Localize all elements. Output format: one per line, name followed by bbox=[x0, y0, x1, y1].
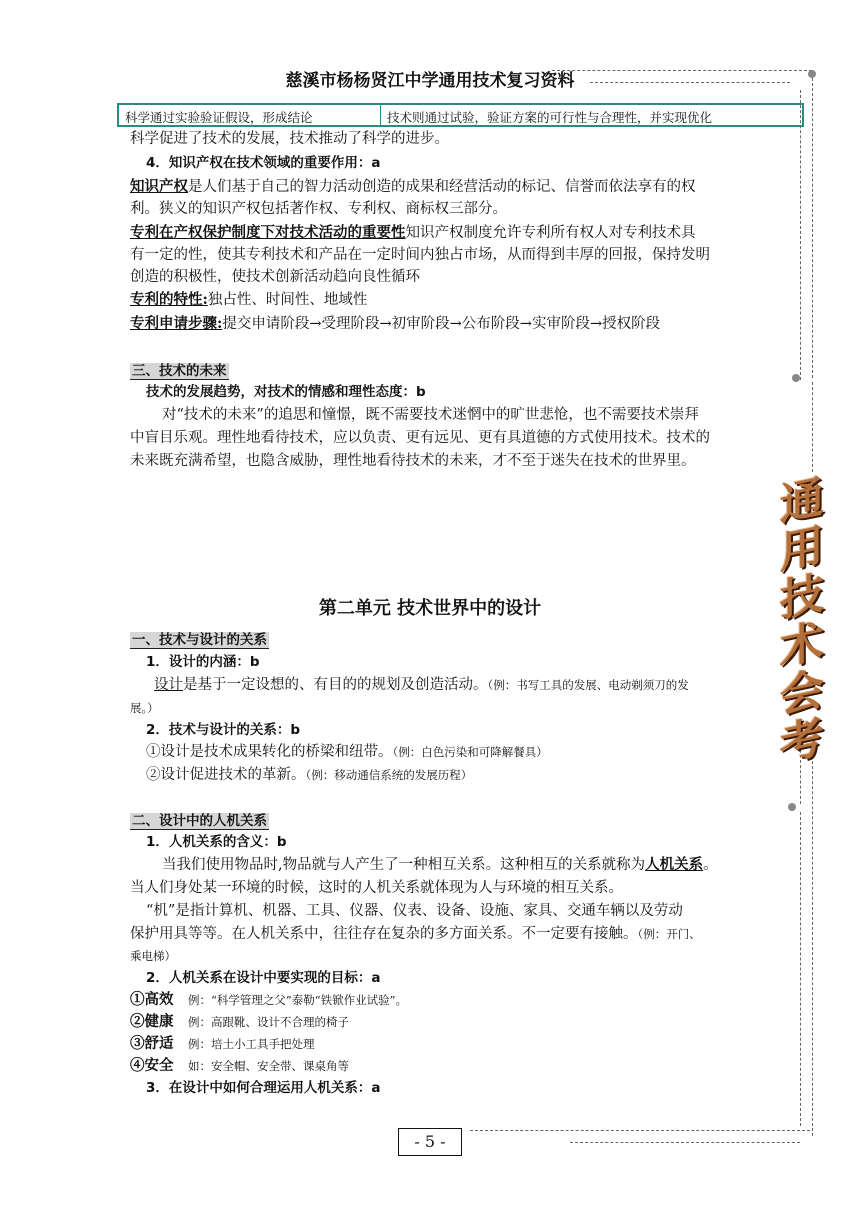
science-technology-line: 科学促进了技术的发展，技术推动了科学的进步。 bbox=[130, 131, 449, 147]
goal-item bbox=[130, 989, 730, 1011]
apply-def: 提交申请阶段→受理阶段→初审阶段→公布阶段→实审阶段→授权阶段 bbox=[222, 316, 661, 332]
hm-paragraph-line-4 bbox=[130, 923, 730, 945]
section-human-machine bbox=[130, 809, 269, 829]
goal-item bbox=[130, 1033, 730, 1055]
patent-line-1 bbox=[130, 222, 730, 244]
patent-line-3: 创造的积极性，使技术创新活动趋向良性循环 bbox=[130, 269, 420, 285]
design-example: （例：书写工具的发展、电动剃须刀的发 bbox=[487, 678, 689, 692]
section-tech-design-label: 一、技术与设计的关系 bbox=[132, 632, 267, 648]
design-def: 是基于一定设想的、有目的的规划及创造活动。 bbox=[183, 677, 488, 693]
table-cell-science: 科学通过实验验证假设，形成结论 bbox=[119, 105, 381, 125]
apply-term: 专利申请步骤: bbox=[130, 315, 223, 332]
goal-label: ③舒适 bbox=[130, 1035, 174, 1052]
side-banner-vertical-title bbox=[768, 471, 836, 772]
goal-item bbox=[130, 1055, 730, 1077]
ip-def-text: 是人们基于自己的智力活动创造的成果和经营活动的标记、信誉而依法享有的权 bbox=[188, 179, 696, 195]
hm-term: 人机关系 bbox=[645, 856, 704, 873]
goal-label: ①高效 bbox=[130, 991, 174, 1008]
future-paragraph-line-1: 对“技术的未来”的追思和憧憬，既不需要技术迷惘中的旷世悲怆，也不需要技术崇拜 bbox=[162, 407, 699, 423]
goal-label: ②健康 bbox=[130, 1013, 174, 1030]
goal-example: 例：高跟靴、设计不合理的椅子 bbox=[188, 1015, 349, 1029]
hm-p4-example: （例：开门、 bbox=[637, 927, 701, 941]
relation-item-2 bbox=[146, 764, 746, 786]
heading-hm-meaning: 1．人机关系的含义：b bbox=[146, 834, 287, 850]
hm-paragraph-line-2: 当人们身处某一环境的时候，这时的人机关系就体现为人与环境的相互关系。 bbox=[130, 880, 623, 896]
banner-char: 用 bbox=[780, 519, 824, 580]
section-future bbox=[130, 359, 229, 379]
section-future-label: 三、技术的未来 bbox=[132, 363, 227, 379]
relation-2-text: ②设计促进技术的革新。 bbox=[146, 767, 306, 783]
design-example-cont: 展。） bbox=[130, 701, 159, 715]
document-header-title: 慈溪市杨杨贤江中学通用技术复习资料 bbox=[285, 71, 575, 91]
table-cell-technology: 技术则通过试验，验证方案的可行性与合理性，并实现优化 bbox=[387, 110, 713, 125]
banner-char: 技 bbox=[780, 567, 824, 628]
section-human-machine-label: 二、设计中的人机关系 bbox=[132, 813, 267, 829]
patent-features-line bbox=[130, 289, 730, 311]
design-term: 设计 bbox=[154, 677, 183, 693]
feature-def: 独占性、时间性、地域性 bbox=[207, 292, 368, 308]
heading-hm-goals: 2．人机关系在设计中要实现的目标：a bbox=[146, 970, 381, 986]
ip-definition-line-2: 利。狭义的知识产权包括著作权、专利权、商标权三部分。 bbox=[130, 201, 507, 217]
patent-line-2: 有一定的性，使其专利技术和产品在一定时间内独占市场，从而得到丰厚的回报，保持发明 bbox=[130, 247, 710, 263]
goal-example: 例：“科学管理之父”泰勒“铁锨作业试验”。 bbox=[188, 993, 408, 1007]
design-definition-line bbox=[154, 674, 754, 696]
heading-future-trend: 技术的发展趋势，对技术的情感和理性态度：b bbox=[146, 384, 426, 400]
patent-term: 专利在产权保护制度下对技术活动的重要性 bbox=[130, 224, 406, 241]
hm-paragraph-line-1 bbox=[162, 854, 762, 876]
relation-1-text: ①设计是技术成果转化的桥梁和纽带。 bbox=[146, 744, 393, 760]
heading-design-meaning: 1．设计的内涵：b bbox=[146, 654, 260, 670]
goal-example: 例：培土小工具手把处理 bbox=[188, 1037, 315, 1051]
comparison-table-row bbox=[117, 103, 804, 127]
hm-p4-text: 保护用具等等。在人机关系中，往往存在复杂的多方面关系。不一定要有接触。 bbox=[130, 926, 638, 942]
unit-title: 第二单元 技术世界中的设计 bbox=[318, 598, 542, 619]
goal-item bbox=[130, 1011, 730, 1033]
border-dot bbox=[792, 374, 800, 382]
relation-1-example: （例：白色污染和可降解餐具） bbox=[392, 745, 548, 759]
border-dot bbox=[788, 803, 796, 811]
relation-item-1 bbox=[146, 741, 746, 763]
patent-steps-line bbox=[130, 313, 730, 335]
hm-paragraph-line-3: “机”是指计算机、机器、工具、仪器、仪表、设备、设施、家具、交通车辆以及劳动 bbox=[146, 903, 683, 919]
relation-2-example: （例：移动通信系统的发展历程） bbox=[305, 768, 473, 782]
banner-char: 考 bbox=[780, 711, 824, 772]
page-number: - 5 - bbox=[398, 1128, 462, 1156]
feature-term: 专利的特性: bbox=[130, 291, 208, 308]
hm-p1-end: 。 bbox=[703, 857, 718, 873]
banner-char: 术 bbox=[780, 615, 824, 676]
goal-label: ④安全 bbox=[130, 1057, 174, 1074]
heading-ip-role: 4．知识产权在技术领域的重要作用：a bbox=[146, 155, 381, 171]
heading-tech-design-relation: 2．技术与设计的关系：b bbox=[146, 722, 301, 738]
banner-char: 会 bbox=[780, 663, 824, 724]
hm-paragraph-line-5: 乘电梯） bbox=[130, 949, 176, 963]
heading-hm-apply: 3．在设计中如何合理运用人机关系：a bbox=[146, 1080, 381, 1096]
future-paragraph-line-2: 中盲目乐观。理性地看待技术，应以负责、更有远见、更有具道德的方式使用技术。技术的 bbox=[130, 430, 710, 446]
patent-def-text: 知识产权制度允许专利所有权人对专利技术具 bbox=[405, 225, 696, 241]
hm-p1-text: 当我们使用物品时,物品就与人产生了一种相互关系。这种相互的关系就称为 bbox=[162, 857, 646, 873]
banner-char: 通 bbox=[780, 471, 824, 532]
ip-term: 知识产权 bbox=[130, 178, 188, 195]
ip-definition-line-1 bbox=[130, 176, 730, 198]
section-tech-design bbox=[130, 628, 269, 648]
goal-example: 如：安全帽、安全带、课桌角等 bbox=[188, 1059, 349, 1073]
future-paragraph-line-3: 未来既充满希望，也隐含威胁，理性地看待技术的未来，才不至于迷失在技术的世界里。 bbox=[130, 453, 696, 469]
